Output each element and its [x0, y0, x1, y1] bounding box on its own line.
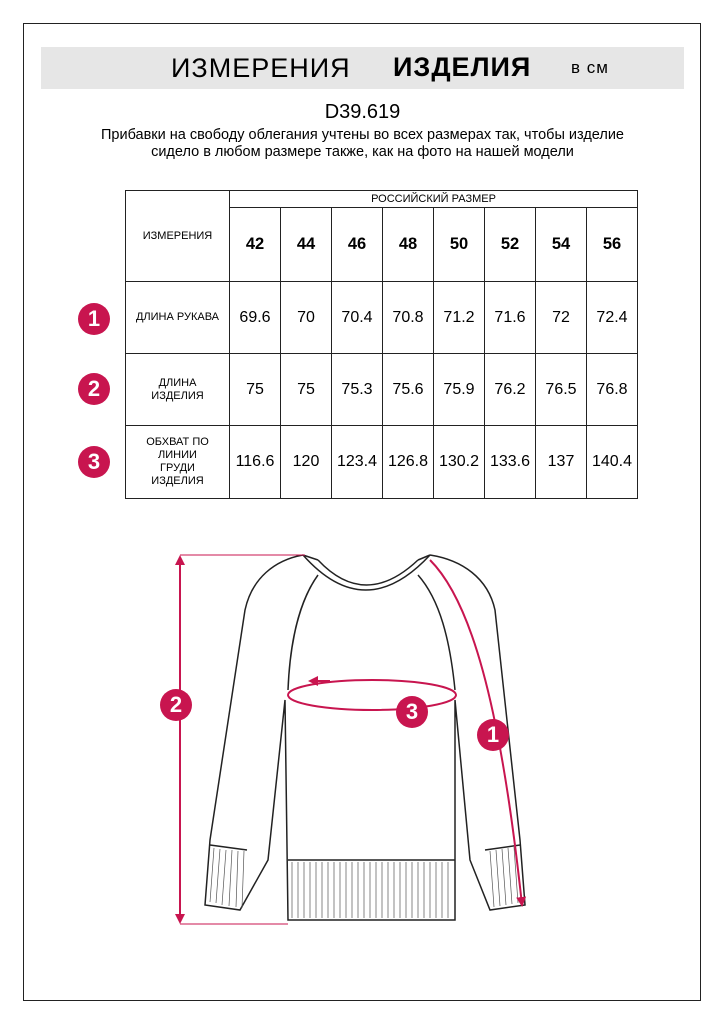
- table-cell: 76.5: [536, 354, 587, 426]
- table-cell: 75.9: [434, 354, 485, 426]
- table-cell: 130.2: [434, 426, 485, 499]
- table-cell: 70: [281, 282, 332, 354]
- table-cell: 126.8: [383, 426, 434, 499]
- table-cell: 75.3: [332, 354, 383, 426]
- table-cell: 72: [536, 282, 587, 354]
- table-cell: 120: [281, 426, 332, 499]
- row-label: ДЛИНА РУКАВА: [126, 282, 230, 354]
- header-title-bold: ИЗДЕЛИЯ: [393, 52, 532, 82]
- row-label: ОБХВАТ ПО ЛИНИИ ГРУДИ ИЗДЕЛИЯ: [126, 426, 230, 499]
- header-unit: в см: [571, 58, 609, 77]
- row-badge: 3: [78, 446, 110, 478]
- table-cell: 140.4: [587, 426, 638, 499]
- table-cell: 69.6: [230, 282, 281, 354]
- size-group-header: РОССИЙСКИЙ РАЗМЕР: [230, 191, 638, 208]
- table-cell: 71.6: [485, 282, 536, 354]
- size-header: 56: [587, 208, 638, 282]
- measure-header: ИЗМЕРЕНИЯ: [126, 191, 230, 282]
- table-cell: 75.6: [383, 354, 434, 426]
- table-cell: 76.8: [587, 354, 638, 426]
- table-cell: 72.4: [587, 282, 638, 354]
- table-cell: 75: [230, 354, 281, 426]
- sleeve-marker: 1: [477, 719, 509, 751]
- table-cell: 70.8: [383, 282, 434, 354]
- size-header: 48: [383, 208, 434, 282]
- chest-marker: 3: [396, 696, 428, 728]
- row-badge: 1: [78, 303, 110, 335]
- size-header: 52: [485, 208, 536, 282]
- table-cell: 137: [536, 426, 587, 499]
- table-cell: 123.4: [332, 426, 383, 499]
- table-cell: 133.6: [485, 426, 536, 499]
- row-label: ДЛИНА ИЗДЕЛИЯ: [126, 354, 230, 426]
- size-header: 44: [281, 208, 332, 282]
- size-header: 54: [536, 208, 587, 282]
- length-marker: 2: [160, 689, 192, 721]
- table-cell: 75: [281, 354, 332, 426]
- size-header: 50: [434, 208, 485, 282]
- row-badge: 2: [78, 373, 110, 405]
- table-cell: 70.4: [332, 282, 383, 354]
- header-title-regular: ИЗМЕРЕНИЯ: [171, 53, 351, 83]
- table-cell: 116.6: [230, 426, 281, 499]
- table-cell: 71.2: [434, 282, 485, 354]
- product-code: D39.619: [324, 101, 401, 123]
- size-header: 42: [230, 208, 281, 282]
- chest-ellipse: [288, 680, 456, 710]
- size-header: 46: [332, 208, 383, 282]
- fit-note: Прибавки на свободу облегания учтены во всех размерах так, чтобы изделие сидело в любом размере также, как на фото на нашей модели: [100, 127, 624, 160]
- table-cell: 76.2: [485, 354, 536, 426]
